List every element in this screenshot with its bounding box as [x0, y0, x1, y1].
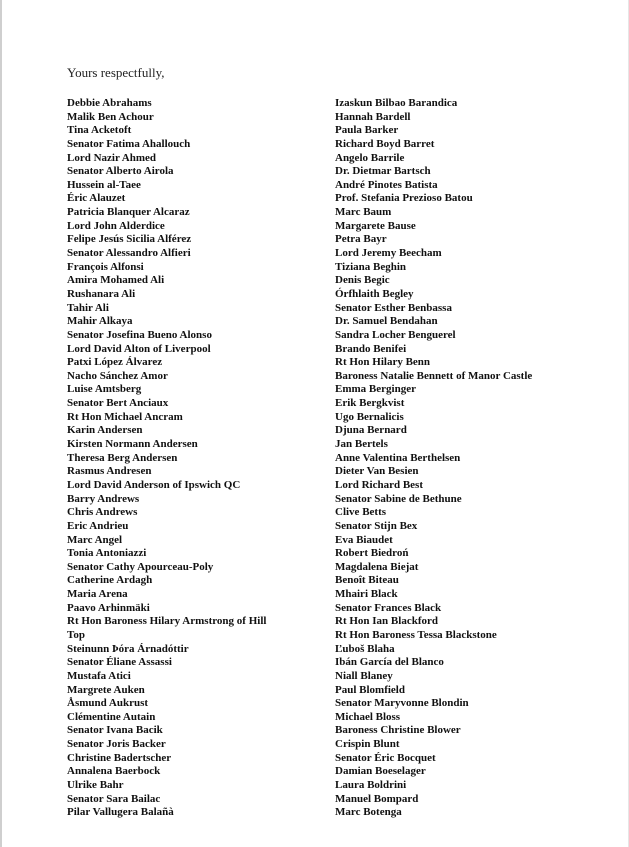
signatory-name: Maria Arena	[67, 588, 128, 601]
signatory-name: Senator Joris Backer	[67, 738, 166, 751]
signatory-name: Margarete Bause	[335, 219, 416, 232]
signatory-name: Denis Begic	[335, 274, 390, 287]
signatory-name: Luise Amtsberg	[67, 383, 142, 396]
signatory-name: Brando Benifei	[335, 342, 407, 355]
signatory-name: Senator Josefina Bueno Alonso	[67, 328, 212, 341]
signatory-name: Ľuboš Blaha	[335, 642, 395, 655]
signatory-name: Marc Botenga	[335, 806, 402, 819]
signatory-name: Marc Baum	[335, 206, 392, 219]
signatory-name: Tiziana Beghin	[335, 260, 407, 273]
signatory-name: Lord Richard Best	[335, 478, 423, 491]
signatory-name: Senator Sara Bailac	[67, 792, 161, 805]
signatory-name: Jan Bertels	[335, 438, 388, 451]
signatory-name: Emma Berginger	[335, 383, 416, 396]
signatory-name: Crispin Blunt	[335, 738, 400, 751]
signatory-name: Prof. Stefania Prezioso Batou	[335, 192, 473, 205]
signatory-name: Dr. Samuel Bendahan	[335, 315, 438, 328]
signatory-name: Senator Éliane Assassi	[67, 656, 172, 669]
signatory-name: Tina Acketoft	[67, 124, 132, 137]
signatory-name: Paula Barker	[335, 124, 399, 137]
signatory-name: Damian Boeselager	[335, 765, 426, 778]
signatory-name: Malik Ben Achour	[67, 110, 154, 123]
signatory-name: Sandra Locher Benguerel	[335, 328, 456, 341]
signatory-name: Rt Hon Baroness Hilary Armstrong of Hill	[67, 615, 267, 628]
closing-salutation: Yours respectfully,	[67, 65, 165, 80]
signatory-name: Rushanara Ali	[67, 287, 136, 300]
signatory-name: Pilar Vallugera Balañà	[67, 806, 174, 819]
signatory-name: Margrete Auken	[67, 683, 145, 696]
signatory-name: André Pinotes Batista	[335, 178, 438, 191]
signatory-name: Mhairi Black	[335, 588, 398, 601]
signatory-name: Rt Hon Baroness Tessa Blackstone	[335, 628, 497, 641]
signatory-name: Lord David Anderson of Ipswich QC	[67, 478, 241, 491]
signatory-name: Felipe Jesús Sicilia Alférez	[67, 233, 192, 246]
signatory-name: Anne Valentina Berthelsen	[335, 451, 461, 464]
signatory-name: Karin Andersen	[67, 424, 143, 437]
signatory-name: Senator Alessandro Alfieri	[67, 247, 191, 260]
signatory-name: Senator Ivana Bacik	[67, 724, 163, 737]
signatory-name: Senator Cathy Apourceau-Poly	[67, 560, 214, 573]
signatory-name: Tonia Antoniazzi	[67, 547, 147, 560]
signatory-name: Djuna Bernard	[335, 424, 407, 437]
signatory-name: Baroness Natalie Bennett of Manor Castle	[335, 369, 533, 382]
signatory-name: Debbie Abrahams	[67, 97, 152, 109]
signatory-name: Barry Andrews	[67, 492, 140, 505]
signatory-name: Ugo Bernalicis	[335, 410, 404, 423]
signatory-name: Chris Andrews	[67, 506, 138, 519]
signatory-name: Lord John Alderdice	[67, 219, 165, 232]
signatory-name: Rt Hon Michael Ancram	[67, 410, 183, 423]
signatory-name: Clémentine Autain	[67, 710, 156, 723]
signatory-name: Paavo Arhinmäki	[67, 601, 150, 614]
signatory-name: Marc Angel	[67, 533, 123, 546]
signatory-name: François Alfonsi	[67, 260, 144, 273]
signatory-name: Lord Jeremy Beecham	[335, 247, 442, 260]
signatory-name: Top	[67, 628, 85, 641]
signatory-name: Manuel Bompard	[335, 792, 419, 805]
signatory-name: Nacho Sánchez Amor	[67, 369, 168, 382]
signatory-name: Rt Hon Ian Blackford	[335, 615, 438, 628]
signatory-name: Senator Bert Anciaux	[67, 397, 169, 410]
signatory-name: Niall Blaney	[335, 669, 393, 682]
signatory-name: Christine Badertscher	[67, 751, 172, 764]
signatory-name: Ulrike Bahr	[67, 779, 124, 792]
signatory-name: Baroness Christine Blower	[335, 724, 461, 737]
page-edge	[0, 0, 2, 847]
signatory-name: Catherine Ardagh	[67, 574, 153, 587]
signatory-name: Robert Biedroń	[335, 547, 409, 560]
signatory-name: Hussein al-Taee	[67, 178, 141, 191]
signatory-name: Senator Stijn Bex	[335, 519, 418, 532]
signatory-name: Åsmund Aukrust	[67, 697, 149, 710]
signatory-name: Richard Boyd Barret	[335, 137, 435, 150]
signatory-name: Dieter Van Besien	[335, 465, 419, 478]
signatory-name: Éric Alauzet	[67, 192, 126, 205]
signatory-name: Eva Biaudet	[335, 533, 393, 546]
signatory-name: Patricia Blanquer Alcaraz	[67, 206, 190, 219]
signatory-name: Rasmus Andresen	[67, 465, 152, 478]
signatory-name: Clive Betts	[335, 506, 387, 519]
signatories-left-column	[67, 97, 329, 820]
signatory-name: Senator Fatima Ahallouch	[67, 137, 191, 150]
signatory-name: Ibán García del Blanco	[335, 656, 444, 669]
signatory-name: Órfhlaith Begley	[335, 287, 414, 300]
signatory-name: Mahir Alkaya	[67, 315, 133, 328]
signatory-name: Annalena Baerbock	[67, 765, 161, 778]
signatory-name: Eric Andrieu	[67, 519, 129, 532]
signatory-name: Kirsten Normann Andersen	[67, 438, 198, 451]
signatory-name: Lord Nazir Ahmed	[67, 151, 157, 164]
signatory-name: Amira Mohamed Ali	[67, 274, 165, 287]
signatory-name: Senator Sabine de Bethune	[335, 492, 462, 505]
signatory-name: Dr. Dietmar Bartsch	[335, 165, 431, 178]
signatory-name: Steinunn Þóra Árnadóttir	[67, 642, 189, 655]
signatory-name: Theresa Berg Andersen	[67, 451, 178, 464]
signatory-name: Laura Boldrini	[335, 779, 407, 792]
signatory-name: Benoît Biteau	[335, 574, 399, 587]
signatory-name: Patxi López Álvarez	[67, 356, 163, 369]
signatory-name: Petra Bayr	[335, 233, 387, 246]
signatory-name: Senator Frances Black	[335, 601, 442, 614]
signatory-name: Angelo Barrile	[335, 151, 405, 164]
signatory-name: Lord David Alton of Liverpool	[67, 342, 211, 355]
signatory-name: Erik Bergkvist	[335, 397, 405, 410]
signatory-name: Senator Éric Bocquet	[335, 751, 436, 764]
signatory-name: Senator Maryvonne Blondin	[335, 697, 469, 710]
signatory-name: Hannah Bardell	[335, 110, 411, 123]
signatory-name: Senator Esther Benbassa	[335, 301, 452, 314]
signatories-right-column	[335, 97, 625, 820]
signatory-name: Senator Alberto Airola	[67, 165, 174, 178]
signatory-name: Michael Bloss	[335, 710, 401, 723]
signatory-name: Paul Blomfield	[335, 683, 405, 696]
signatory-name: Mustafa Atici	[67, 669, 131, 682]
signatory-name: Magdalena Biejat	[335, 560, 419, 573]
signatory-name: Tahir Ali	[67, 301, 109, 314]
signatory-name: Rt Hon Hilary Benn	[335, 356, 431, 369]
signatory-name: Izaskun Bilbao Barandica	[335, 97, 458, 109]
